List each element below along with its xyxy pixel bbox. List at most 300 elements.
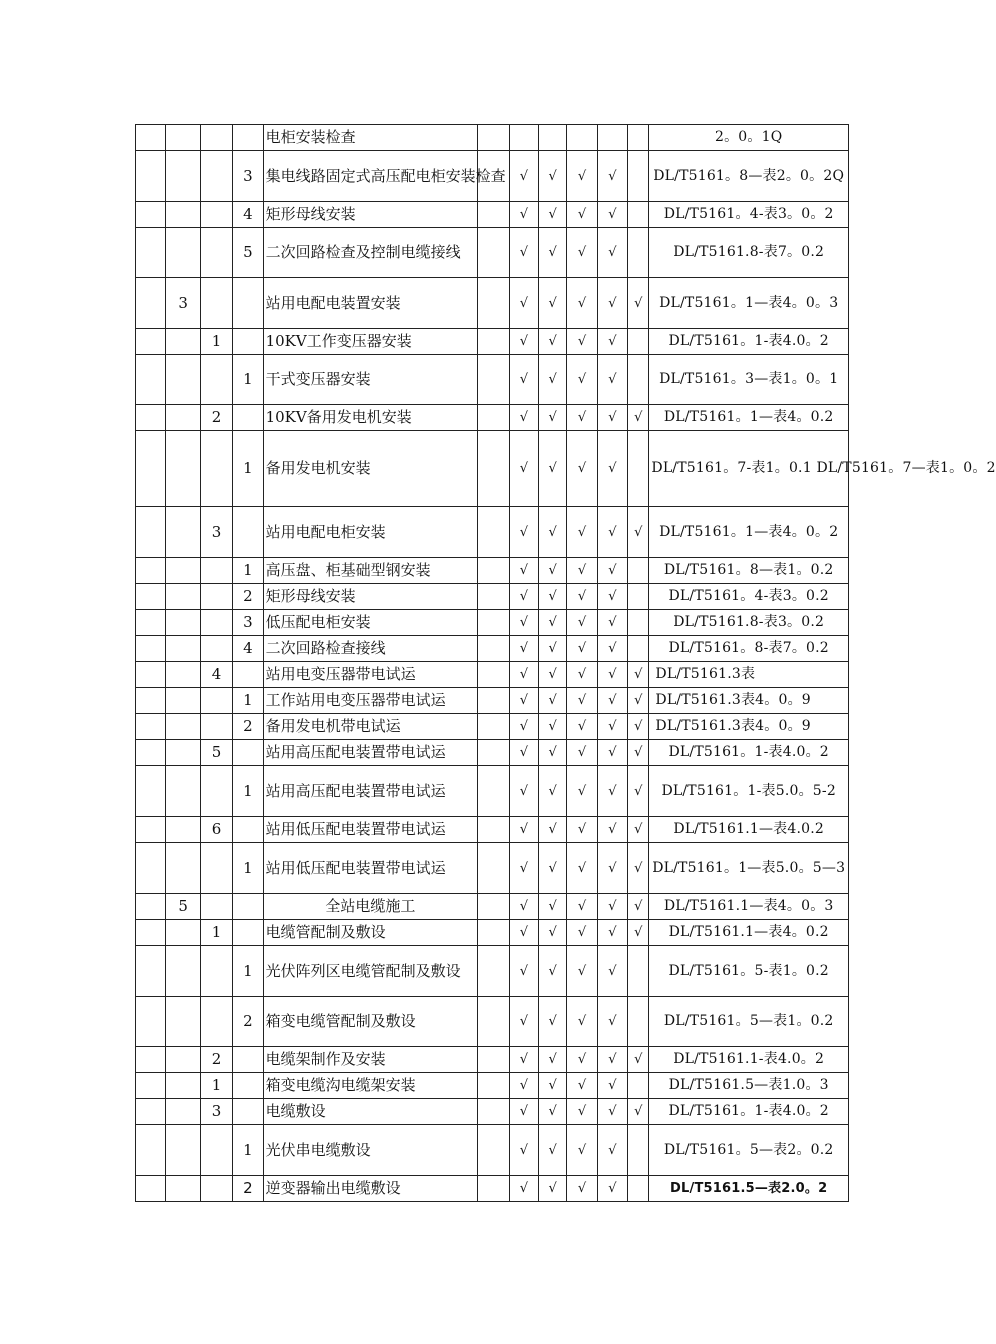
check-mark: √ [567,894,597,920]
blank-cell [136,688,166,714]
check-mark: √ [539,946,567,997]
check-mark: √ [628,507,649,558]
check-mark: √ [509,894,538,920]
level-3-number [233,507,263,558]
check-mark [628,946,649,997]
check-mark: √ [539,558,567,584]
level-1-number [166,558,200,584]
check-mark: √ [539,507,567,558]
standard-reference: DL/T5161。5—表1。0.2 [649,997,849,1047]
level-3-number: 2 [233,714,263,740]
check-mark [628,125,649,151]
standard-reference: DL/T5161。1—表4。0.2 [649,405,849,431]
blank-cell [478,1073,509,1099]
item-name: 工作站用电变压器带电试运 [263,688,478,714]
level-1-number [166,125,200,151]
table-row [136,202,849,228]
level-2-number: 6 [200,817,232,843]
blank-cell [136,202,166,228]
check-mark: √ [539,662,567,688]
level-3-number [233,278,263,329]
table-row [136,997,849,1047]
check-mark: √ [539,766,567,817]
check-mark: √ [597,507,627,558]
level-2-number [200,1176,232,1202]
blank-cell [478,636,509,662]
standard-reference: DL/T5161。5—表2。0.2 [649,1125,849,1176]
level-3-number [233,662,263,688]
level-3-number: 1 [233,1125,263,1176]
check-mark: √ [509,662,538,688]
blank-cell [136,766,166,817]
blank-cell [478,920,509,946]
blank-cell [136,329,166,355]
blank-cell [136,610,166,636]
check-mark: √ [567,329,597,355]
check-mark: √ [567,1047,597,1073]
standard-reference: DL/T5161。5-表1。0.2 [649,946,849,997]
level-1-number [166,584,200,610]
level-2-number: 1 [200,329,232,355]
blank-cell [478,1099,509,1125]
item-name: 站用低压配电装置带电试运 [263,817,478,843]
blank-cell [136,894,166,920]
item-name: 电柜安装检查 [263,125,478,151]
table-row [136,920,849,946]
table-row [136,151,849,202]
blank-cell [136,355,166,405]
check-mark: √ [597,202,627,228]
item-name: 干式变压器安装 [263,355,478,405]
check-mark [628,558,649,584]
standard-reference: DL/T5161。8-表7。0.2 [649,636,849,662]
item-name: 矩形母线安装 [263,584,478,610]
level-1-number [166,997,200,1047]
level-3-number [233,740,263,766]
check-mark: √ [567,946,597,997]
check-mark: √ [628,662,649,688]
check-mark: √ [539,843,567,894]
blank-cell [478,610,509,636]
standard-reference: 2。0。1Q [649,125,849,151]
level-2-number [200,843,232,894]
check-mark: √ [567,1099,597,1125]
blank-cell [136,1176,166,1202]
level-3-number: 3 [233,610,263,636]
level-2-number [200,228,232,278]
item-name: 箱变电缆管配制及敷设 [263,997,478,1047]
table-row [136,843,849,894]
standard-reference: DL/T5161。1-表4.0。2 [649,1099,849,1125]
item-name: 二次回路检查接线 [263,636,478,662]
blank-cell [478,714,509,740]
check-mark: √ [539,817,567,843]
table-row [136,636,849,662]
check-mark: √ [567,920,597,946]
level-3-number: 1 [233,946,263,997]
blank-cell [478,329,509,355]
check-mark: √ [509,1073,538,1099]
standard-reference: DL/T5161。1—表4。0。3 [649,278,849,329]
standard-reference: DL/T5161。1-表4.0。2 [649,740,849,766]
blank-cell [478,740,509,766]
check-mark: √ [539,1125,567,1176]
level-1-number [166,405,200,431]
check-mark: √ [539,202,567,228]
blank-cell [478,894,509,920]
check-mark: √ [567,202,597,228]
check-mark: √ [539,431,567,507]
check-mark: √ [539,636,567,662]
level-1-number [166,1073,200,1099]
standard-reference: DL/T5161。3—表1。0。1 [649,355,849,405]
check-mark: √ [567,151,597,202]
level-1-number [166,740,200,766]
level-3-number [233,920,263,946]
table-row [136,507,849,558]
check-mark: √ [597,1099,627,1125]
check-mark: √ [567,1176,597,1202]
blank-cell [136,228,166,278]
check-mark [628,584,649,610]
check-mark: √ [509,688,538,714]
check-mark [628,997,649,1047]
level-2-number [200,558,232,584]
blank-cell [478,405,509,431]
item-name: 站用高压配电装置带电试运 [263,766,478,817]
check-mark: √ [597,1073,627,1099]
check-mark: √ [597,584,627,610]
check-mark: √ [509,946,538,997]
check-mark [628,636,649,662]
check-mark [628,228,649,278]
level-3-number [233,1073,263,1099]
blank-cell [136,1073,166,1099]
table-row [136,817,849,843]
standard-reference: DL/T5161。8—表1。0.2 [649,558,849,584]
item-name: 站用电配电柜安装 [263,507,478,558]
level-2-number [200,688,232,714]
item-name: 集电线路固定式高压配电柜安装检查 [263,151,478,202]
table-row [136,1125,849,1176]
level-3-number: 2 [233,997,263,1047]
blank-cell [136,278,166,329]
blank-cell [478,997,509,1047]
level-3-number [233,125,263,151]
table-row [136,431,849,507]
level-1-number [166,636,200,662]
standard-reference: DL/T5161.5—表2.0。2 [649,1176,849,1202]
level-1-number [166,151,200,202]
check-mark: √ [509,1047,538,1073]
standard-reference: DL/T5161。7-表1。0.1 DL/T5161。7—表1。0。2 [649,431,849,507]
check-mark: √ [509,766,538,817]
blank-cell [136,946,166,997]
check-mark: √ [628,817,649,843]
check-mark: √ [509,843,538,894]
check-mark: √ [597,329,627,355]
level-2-number [200,125,232,151]
item-name: 逆变器输出电缆敷设 [263,1176,478,1202]
check-mark: √ [628,688,649,714]
blank-cell [136,1099,166,1125]
blank-cell [478,1047,509,1073]
check-mark: √ [509,920,538,946]
check-mark: √ [567,278,597,329]
check-mark: √ [509,1125,538,1176]
check-mark: √ [567,636,597,662]
item-name: 矩形母线安装 [263,202,478,228]
check-mark: √ [539,1073,567,1099]
level-3-number [233,405,263,431]
level-2-number: 4 [200,662,232,688]
level-1-number [166,1099,200,1125]
check-mark: √ [509,558,538,584]
level-1-number [166,688,200,714]
check-mark: √ [539,228,567,278]
check-mark: √ [539,920,567,946]
blank-cell [136,817,166,843]
check-mark: √ [597,740,627,766]
item-name: 备用发电机带电试运 [263,714,478,740]
blank-cell [478,843,509,894]
level-2-number [200,355,232,405]
item-name: 站用高压配电装置带电试运 [263,740,478,766]
standard-reference: DL/T5161.3表 [649,662,849,688]
table-row [136,662,849,688]
check-mark [539,125,567,151]
item-name: 箱变电缆沟电缆架安装 [263,1073,478,1099]
level-2-number [200,610,232,636]
level-3-number: 1 [233,431,263,507]
blank-cell [478,662,509,688]
check-mark: √ [597,228,627,278]
check-mark: √ [539,894,567,920]
check-mark: √ [628,740,649,766]
blank-cell [136,714,166,740]
check-mark: √ [509,202,538,228]
standard-reference: DL/T5161.5—表1.0。3 [649,1073,849,1099]
level-2-number [200,946,232,997]
check-mark [628,1176,649,1202]
level-1-number: 3 [166,278,200,329]
blank-cell [478,228,509,278]
check-mark: √ [509,1176,538,1202]
check-mark [597,125,627,151]
check-mark: √ [539,688,567,714]
blank-cell [478,766,509,817]
table-row [136,766,849,817]
level-3-number: 4 [233,636,263,662]
blank-cell [478,817,509,843]
blank-cell [478,584,509,610]
check-mark: √ [509,507,538,558]
level-2-number [200,894,232,920]
check-mark: √ [567,714,597,740]
check-mark: √ [597,920,627,946]
blank-cell [136,1047,166,1073]
level-1-number [166,766,200,817]
check-mark: √ [539,405,567,431]
table-row [136,329,849,355]
blank-cell [136,920,166,946]
blank-cell [136,636,166,662]
blank-cell [136,151,166,202]
check-mark: √ [509,714,538,740]
check-mark: √ [567,997,597,1047]
table-row [136,894,849,920]
level-3-number [233,329,263,355]
blank-cell [136,843,166,894]
check-mark: √ [509,228,538,278]
level-3-number [233,894,263,920]
check-mark: √ [628,278,649,329]
item-name: 10KV工作变压器安装 [263,329,478,355]
table-row [136,1099,849,1125]
standard-reference: DL/T5161.1-表4.0。2 [649,1047,849,1073]
check-mark: √ [567,405,597,431]
check-mark: √ [509,151,538,202]
blank-cell [478,431,509,507]
blank-cell [478,355,509,405]
table-row [136,610,849,636]
check-mark: √ [597,997,627,1047]
check-mark: √ [539,610,567,636]
check-mark: √ [628,766,649,817]
blank-cell [136,1125,166,1176]
standard-reference: DL/T5161.3表4。0。9 [649,688,849,714]
check-mark: √ [597,1125,627,1176]
item-name: 站用低压配电装置带电试运 [263,843,478,894]
check-mark: √ [628,1047,649,1073]
check-mark: √ [567,662,597,688]
standard-reference: DL/T5161。8—表2。0。2Q [649,151,849,202]
blank-cell [136,584,166,610]
blank-cell [478,278,509,329]
level-2-number: 3 [200,507,232,558]
level-2-number: 2 [200,405,232,431]
level-1-number [166,1176,200,1202]
standard-reference: DL/T5161.1—表4。0。3 [649,894,849,920]
table-row [136,1176,849,1202]
check-mark [628,1073,649,1099]
check-mark: √ [509,329,538,355]
standard-reference: DL/T5161。1—表4。0。2 [649,507,849,558]
check-mark: √ [539,714,567,740]
level-2-number [200,1125,232,1176]
level-3-number: 1 [233,843,263,894]
level-1-number [166,920,200,946]
check-mark: √ [597,1047,627,1073]
item-name: 电缆架制作及安装 [263,1047,478,1073]
level-1-number [166,817,200,843]
level-3-number: 2 [233,1176,263,1202]
item-name: 光伏串电缆敷设 [263,1125,478,1176]
table-row [136,946,849,997]
level-3-number [233,817,263,843]
table-row [136,405,849,431]
check-mark: √ [509,636,538,662]
item-name: 低压配电柜安装 [263,610,478,636]
level-1-number [166,1047,200,1073]
check-mark: √ [597,558,627,584]
standard-reference: DL/T5161。1-表4.0。2 [649,329,849,355]
check-mark: √ [567,584,597,610]
check-mark [628,431,649,507]
check-mark: √ [597,1176,627,1202]
blank-cell [136,662,166,688]
level-3-number: 3 [233,151,263,202]
table-row [136,1073,849,1099]
check-mark: √ [567,558,597,584]
level-2-number: 2 [200,1047,232,1073]
check-mark: √ [567,431,597,507]
level-1-number: 5 [166,894,200,920]
check-mark [628,202,649,228]
check-mark [567,125,597,151]
item-name: 10KV备用发电机安装 [263,405,478,431]
level-2-number [200,431,232,507]
check-mark: √ [597,278,627,329]
blank-cell [478,558,509,584]
table-row [136,125,849,151]
inspection-table [135,124,996,1202]
blank-cell [478,202,509,228]
check-mark: √ [597,151,627,202]
check-mark: √ [628,405,649,431]
level-2-number: 5 [200,740,232,766]
check-mark: √ [567,766,597,817]
level-2-number: 1 [200,920,232,946]
table-row [136,1047,849,1073]
level-1-number [166,431,200,507]
check-mark: √ [628,1099,649,1125]
check-mark: √ [597,714,627,740]
check-mark: √ [597,610,627,636]
blank-cell [478,1176,509,1202]
level-1-number [166,610,200,636]
blank-cell [136,997,166,1047]
check-mark [628,151,649,202]
blank-cell [136,558,166,584]
level-1-number [166,714,200,740]
level-2-number [200,278,232,329]
check-mark: √ [597,355,627,405]
check-mark: √ [628,714,649,740]
check-mark: √ [597,431,627,507]
check-mark [628,355,649,405]
standard-reference: DL/T5161。1—表5.0。5—3 [649,843,849,894]
table-row [136,714,849,740]
blank-cell [136,405,166,431]
check-mark: √ [597,636,627,662]
blank-cell [478,1125,509,1176]
check-mark: √ [597,405,627,431]
check-mark: √ [539,1047,567,1073]
level-1-number [166,843,200,894]
check-mark: √ [567,740,597,766]
level-3-number: 1 [233,558,263,584]
level-3-number: 5 [233,228,263,278]
level-3-number: 2 [233,584,263,610]
level-2-number [200,636,232,662]
standard-reference: DL/T5161。4-表3。0.2 [649,584,849,610]
check-mark: √ [628,894,649,920]
standard-reference: DL/T5161.8-表3。0.2 [649,610,849,636]
level-1-number [166,946,200,997]
table-row [136,688,849,714]
check-mark [509,125,538,151]
